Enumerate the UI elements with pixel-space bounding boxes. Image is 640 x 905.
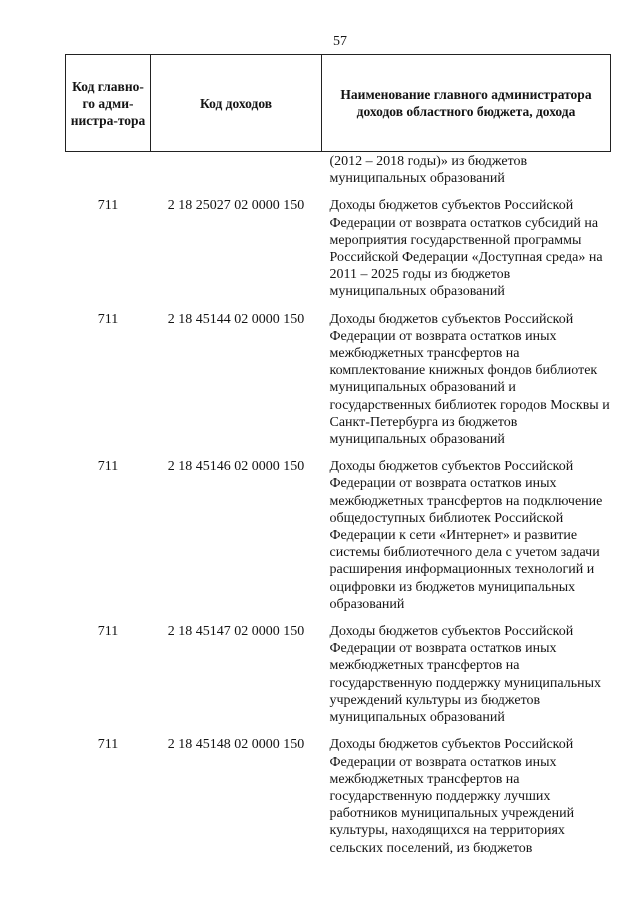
header-revenue-code <box>151 55 322 152</box>
table-row <box>66 194 611 307</box>
admin-code-cell: 711 <box>97 737 119 753</box>
table-body <box>66 152 611 864</box>
admin-code-cell: 711 <box>97 311 119 327</box>
revenue-code-cell: 2 18 25027 02 0000 150 <box>167 198 305 214</box>
admin-code-cell: 711 <box>97 198 119 214</box>
revenue-name-cell: Доходы бюджетов субъектов Российской Федерации от возврата остатков иных межбюджетных трансфертов на государственную поддержку муниципальных учреждений культуры из бюджетов муниципальных образований <box>329 624 601 726</box>
admin-code-cell: 711 <box>97 459 119 475</box>
header-name <box>322 55 611 152</box>
header-admin-code <box>66 55 151 152</box>
revenue-code-cell: 2 18 45147 02 0000 150 <box>167 624 305 640</box>
revenue-name-cell: (2012 – 2018 годы)» из бюджетов муниципальных образований <box>329 154 528 187</box>
revenue-name-cell: Доходы бюджетов субъектов Российской Федерации от возврата остатков иных межбюджетных трансфертов на государственную поддержку лучших работников муниципальных учреждений культуры, находящихся на территориях сельских поселений, из бюджетов <box>329 737 575 856</box>
table-row <box>66 620 611 733</box>
revenue-code-cell: 2 18 45144 02 0000 150 <box>167 311 305 327</box>
revenue-name-cell: Доходы бюджетов субъектов Российской Федерации от возврата остатков иных межбюджетных трансфертов на комплектование книжных фондов библиотек муниципальных образований и государственных библиотек городов Москвы и Санкт-Петербурга из бюджетов муниципальных образований <box>329 311 610 448</box>
table-header <box>66 55 611 152</box>
header-revenue-code-label: Код доходов <box>199 95 273 111</box>
header-admin-code-label: Код главно-го адми-нистра-тора <box>70 78 146 128</box>
table-row <box>66 455 611 620</box>
table-row <box>66 733 611 863</box>
revenue-code-cell <box>151 152 322 195</box>
revenue-code-cell: 2 18 45146 02 0000 150 <box>167 459 305 475</box>
table-row <box>66 152 611 195</box>
revenue-code-cell: 2 18 45148 02 0000 150 <box>167 737 305 753</box>
page-number: 57 <box>333 34 347 49</box>
header-name-label: Наименование главного администратора доходов областного бюджета, дохода <box>340 87 592 119</box>
revenue-name-cell: Доходы бюджетов субъектов Российской Федерации от возврата остатков иных межбюджетных трансфертов на подключение общедоступных библиотек Российской Федерации к сети «Интернет» и развитие системы библиотечного дела с учетом задачи расширения информационных технологий и оцифровки из бюджетов муниципальных образований <box>329 459 603 612</box>
admin-code-cell <box>66 152 151 195</box>
admin-code-cell: 711 <box>97 624 119 640</box>
revenue-table <box>65 54 611 864</box>
table-row <box>66 308 611 456</box>
revenue-name-cell: Доходы бюджетов субъектов Российской Федерации от возврата остатков субсидий на мероприятия государственной программы Российской Федерации «Доступная среда» на 2011 – 2025 годы из бюджетов муниципальных образований <box>329 198 603 300</box>
